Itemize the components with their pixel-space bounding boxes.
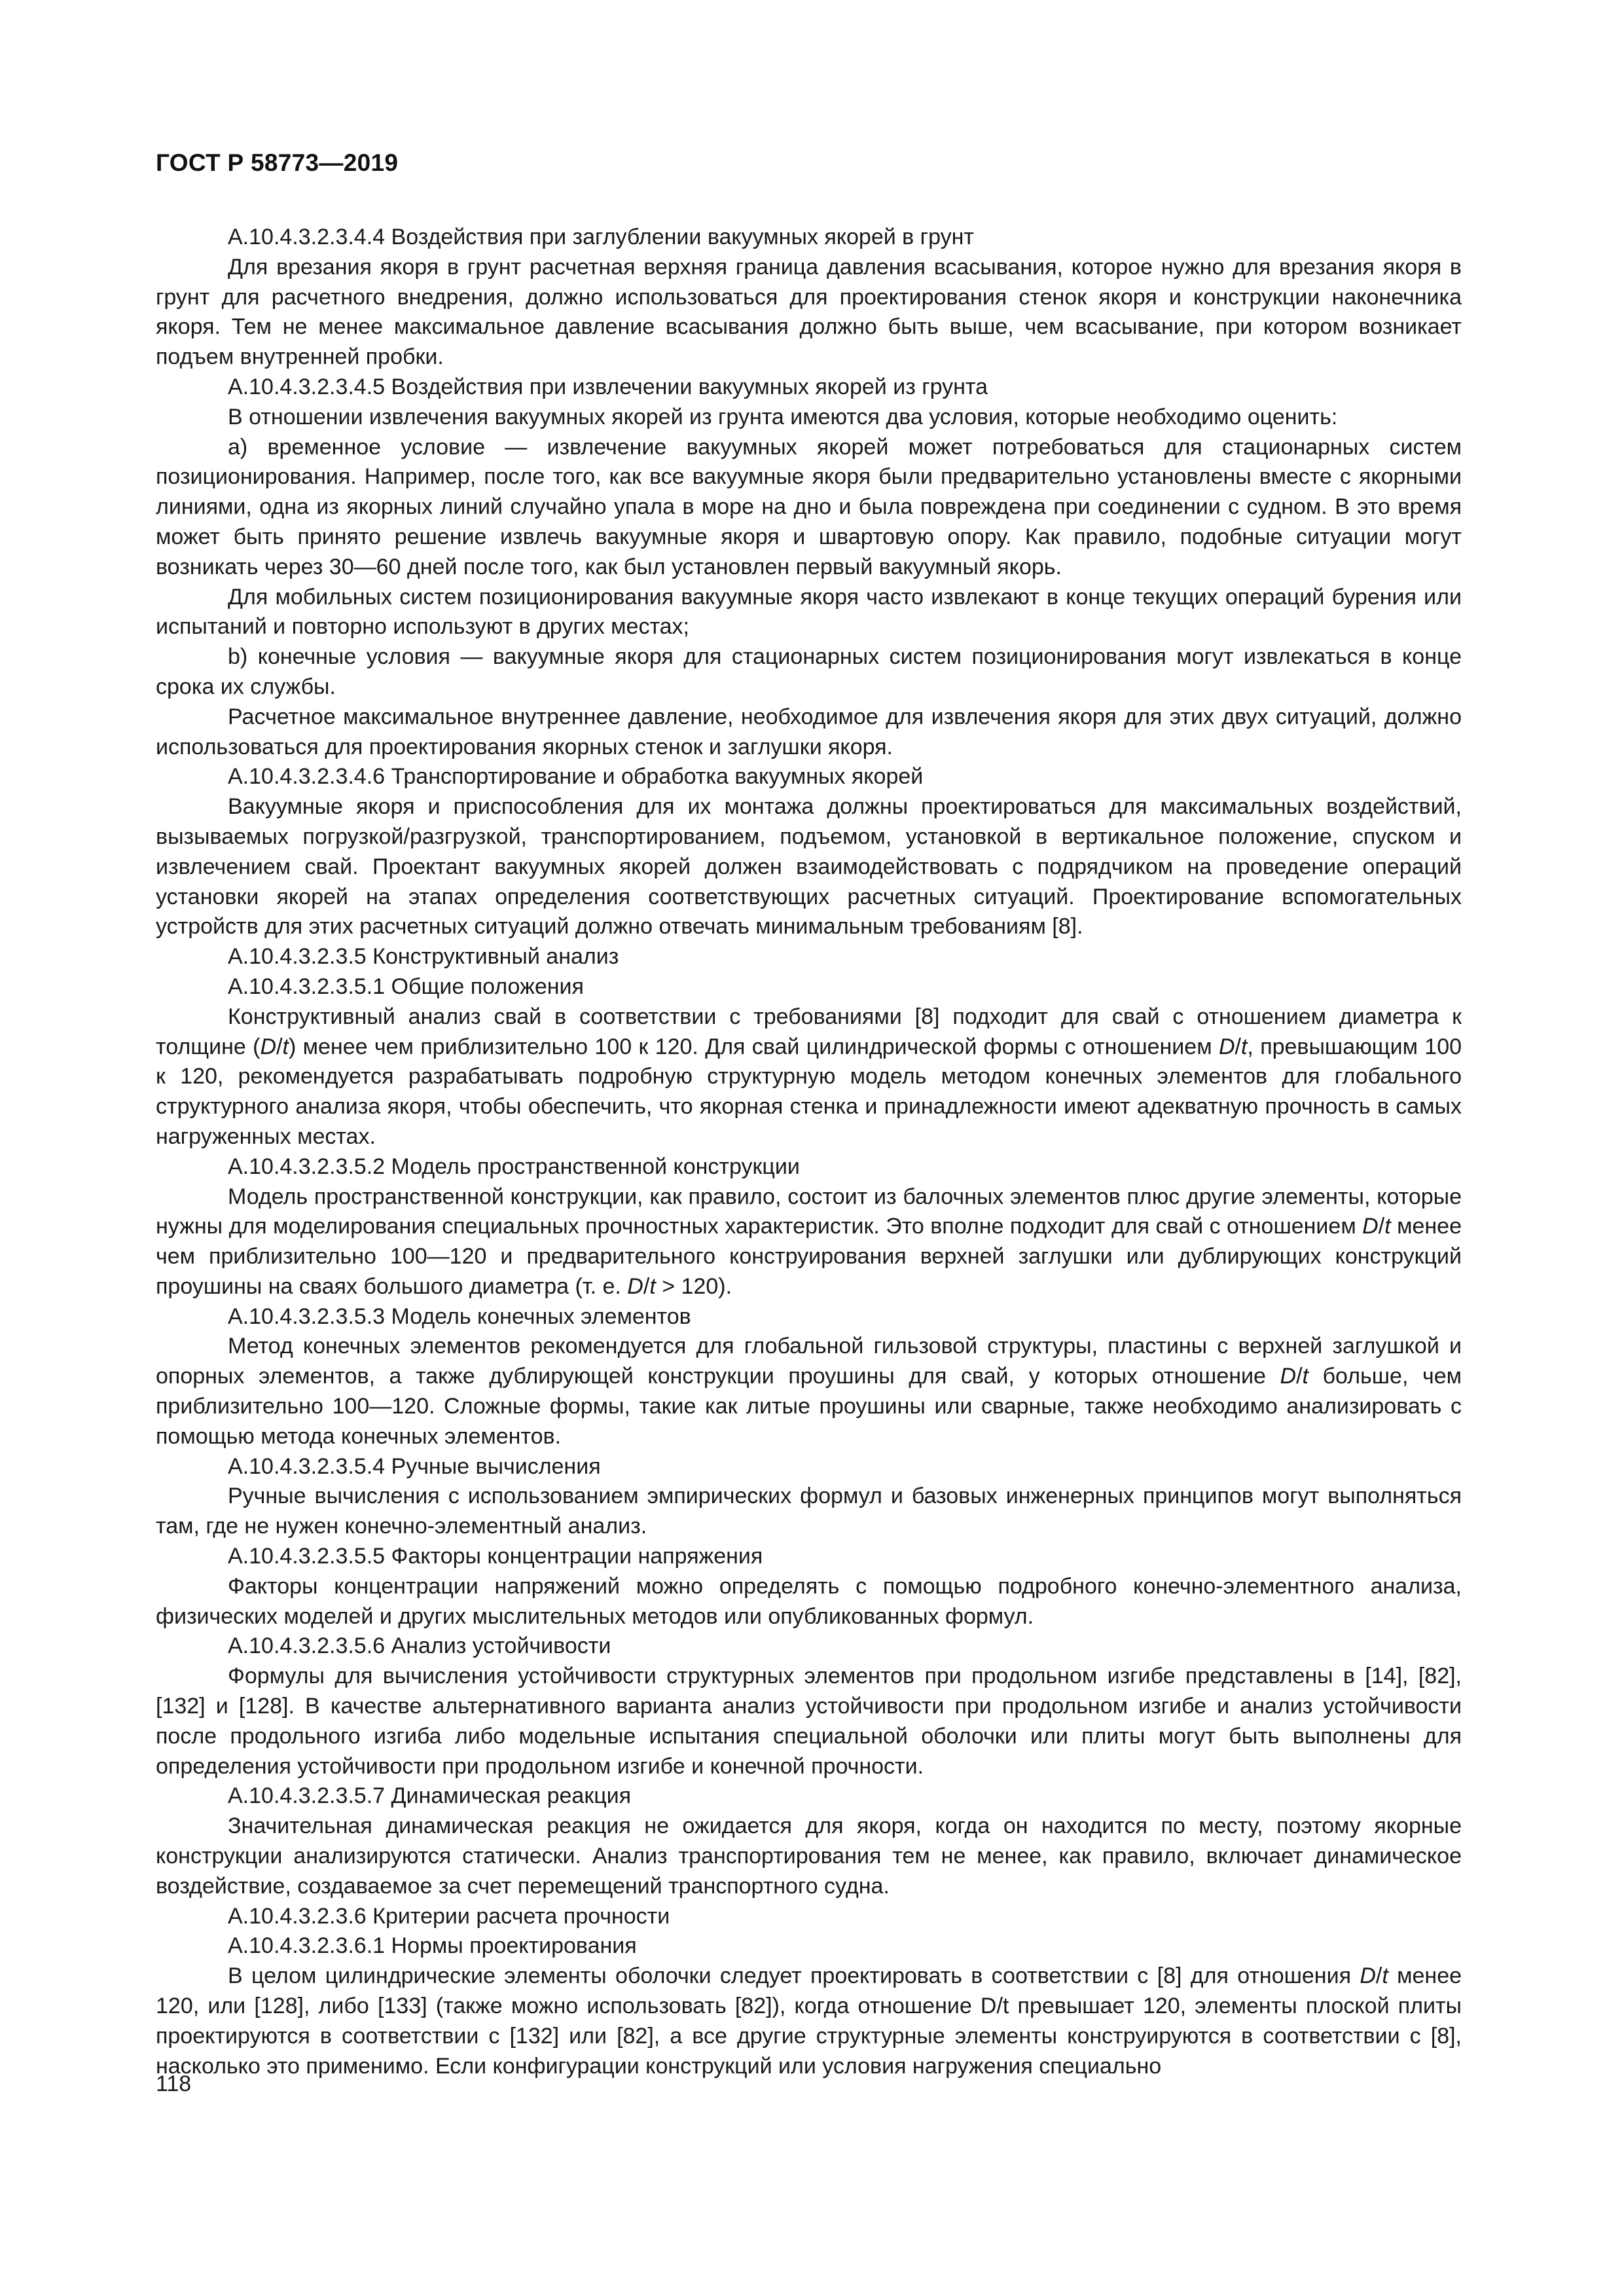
- section-heading: A.10.4.3.2.3.6 Критерии расчета прочности: [228, 1903, 670, 1929]
- section-heading: A.10.4.3.2.3.4.4 Воздействия при заглублении вакуумных якорей в грунт: [228, 225, 974, 249]
- section-heading: A.10.4.3.2.3.5.2 Модель пространственной конструкции: [228, 1154, 800, 1179]
- body-paragraph: a) временное условие — извлечение вакуумных якорей может потребоваться для стационарных систем позиционирования. Например, после того, как все вакуумные якоря были предварительно установлены вместе с якорными линиями, одна из якорных линий случайно упала в море на дно и была повреждена при соединении с судном. В это время может быть принято решение извлечь вакуумные якоря и швартовую опору. Как правило, подобные ситуации могут возникать через 30—60 дней после того, как был установлен первый вакуумный якорь.: [156, 434, 1462, 579]
- body-paragraph: Ручные вычисления с использованием эмпирических формул и базовых инженерных принципов могут выполняться там, где не нужен конечно-элементный анализ.: [156, 1484, 1462, 1539]
- section-heading: A.10.4.3.2.3.4.5 Воздействия при извлечении вакуумных якорей из грунта: [228, 374, 988, 399]
- body-paragraph: Расчетное максимальное внутреннее давление, необходимое для извлечения якоря для этих двух ситуаций, должно использоваться для проектирования якорных стенок и заглушки якоря.: [156, 704, 1462, 759]
- body-paragraph: Модель пространственной конструкции, как правило, состоит из балочных элементов плюс другие элементы, которые нужны для моделирования специальных прочностных характеристик. Это вполне подходит для свай с отношением D/t менее чем приблизительно 100—120 и предварительного конструирования верхней заглушки или дублирующих конструкций проушины на сваях большого диаметра (т. е. D/t > 120).: [156, 1184, 1462, 1299]
- page-number: 118: [156, 2071, 192, 2096]
- section-heading: A.10.4.3.2.3.4.6 Транспортирование и обработка вакуумных якорей: [228, 764, 924, 790]
- body-paragraph: Конструктивный анализ свай в соответствии с требованиями [8] подходит для свай с отношением диаметра к толщине (D/t) менее чем приблизительно 100 к 120. Для свай цилиндрической формы с отношением D/t, превышающим 100 к 120, рекомендуется разрабатывать подробную структурную модель методом конечных элементов для глобального структурного анализа якоря, чтобы обеспечить, что якорная стенка и принадлежности имеют адекватную прочность в самых нагруженных местах.: [156, 1004, 1462, 1149]
- section-heading: A.10.4.3.2.3.5.1 Общие положения: [228, 974, 584, 999]
- standard-header: ГОСТ Р 58773—2019: [156, 149, 399, 176]
- section-heading: A.10.4.3.2.3.5.3 Модель конечных элементов: [228, 1303, 691, 1329]
- body-paragraph: Метод конечных элементов рекомендуется для глобальной гильзовой структуры, пластины с верхней заглушкой и опорных элементов, а также дублирующей конструкции проушины для свай, у которых отношение D/t больше, чем приблизительно 100—120. Сложные формы, такие как литые проушины или сварные, также необходимо анализировать с помощью метода конечных элементов.: [156, 1334, 1462, 1449]
- section-heading: A.10.4.3.2.3.5.6 Анализ устойчивости: [228, 1633, 611, 1659]
- body-paragraph: В целом цилиндрические элементы оболочки следует проектировать в соответствии с [8] для отношения D/t менее 120, или [128], либо [133] (также можно использовать [82]), когда отношение D/t превышает 120, элементы плоской плиты проектируются в соответствии с [132] или [82], а все другие структурные элементы конструируются в соответствии с [8], насколько это применимо. Если конфигурации конструкций или условия нагружения специально: [156, 1963, 1462, 2079]
- section-heading: A.10.4.3.2.3.6.1 Нормы проектирования: [228, 1933, 637, 1959]
- body-paragraph: Для мобильных систем позиционирования вакуумные якоря часто извлекают в конце текущих операций бурения или испытаний и повторно используют в других местах;: [156, 584, 1462, 640]
- body-paragraph: Факторы концентрации напряжений можно определять с помощью подробного конечно-элементного анализа, физических моделей и других мыслительных методов или опубликованных формул.: [156, 1573, 1462, 1629]
- section-heading: A.10.4.3.2.3.5.5 Факторы концентрации напряжения: [228, 1544, 763, 1569]
- section-heading: A.10.4.3.2.3.5.4 Ручные вычисления: [228, 1453, 601, 1479]
- body-paragraph: В отношении извлечения вакуумных якорей из грунта имеются два условия, которые необходимо оценить:: [228, 404, 1338, 429]
- document-body: [156, 223, 1462, 2081]
- body-paragraph: Значительная динамическая реакция не ожидается для якоря, когда он находится по месту, поэтому якорные конструкции анализируются статически. Анализ транспортирования тем не менее, как правило, включает динамическое воздействие, создаваемое за счет перемещений транспортного судна.: [156, 1813, 1462, 1899]
- body-paragraph: b) конечные условия — вакуумные якоря для стационарных систем позиционирования могут извлекаться в конце срока их службы.: [156, 644, 1462, 699]
- body-paragraph: Для врезания якоря в грунт расчетная верхняя граница давления всасывания, которое нужно для врезания якоря в грунт для расчетного внедрения, должно использоваться для проектирования стенок якоря и конструкции наконечника якоря. Тем не менее максимальное давление всасывания должно быть выше, чем всасывание, при котором возникает подъем внутренней пробки.: [156, 254, 1462, 370]
- section-heading: A.10.4.3.2.3.5.7 Динамическая реакция: [228, 1783, 632, 1809]
- body-paragraph: Формулы для вычисления устойчивости структурных элементов при продольном изгибе представлены в [14], [82], [132] и [128]. В качестве альтернативного варианта анализ устойчивости при продольном изгибе и анализ устойчивости после продольного изгиба либо модельные испытания специальной оболочки или плиты могут быть выполнены для определения устойчивости при продольном изгибе и конечной прочности.: [156, 1664, 1462, 1779]
- body-paragraph: Вакуумные якоря и приспособления для их монтажа должны проектироваться для максимальных воздействий, вызываемых погрузкой/разгрузкой, транспортированием, подъемом, установкой в вертикальное положение, спуском и извлечением свай. Проектант вакуумных якорей должен взаимодействовать с подрядчиком на проведение операций установки якорей на этапах определения соответствующих расчетных ситуаций. Проектирование вспомогательных устройств для этих расчетных ситуаций должно отвечать минимальным требованиям [8].: [156, 794, 1462, 939]
- section-heading: A.10.4.3.2.3.5 Конструктивный анализ: [228, 944, 619, 970]
